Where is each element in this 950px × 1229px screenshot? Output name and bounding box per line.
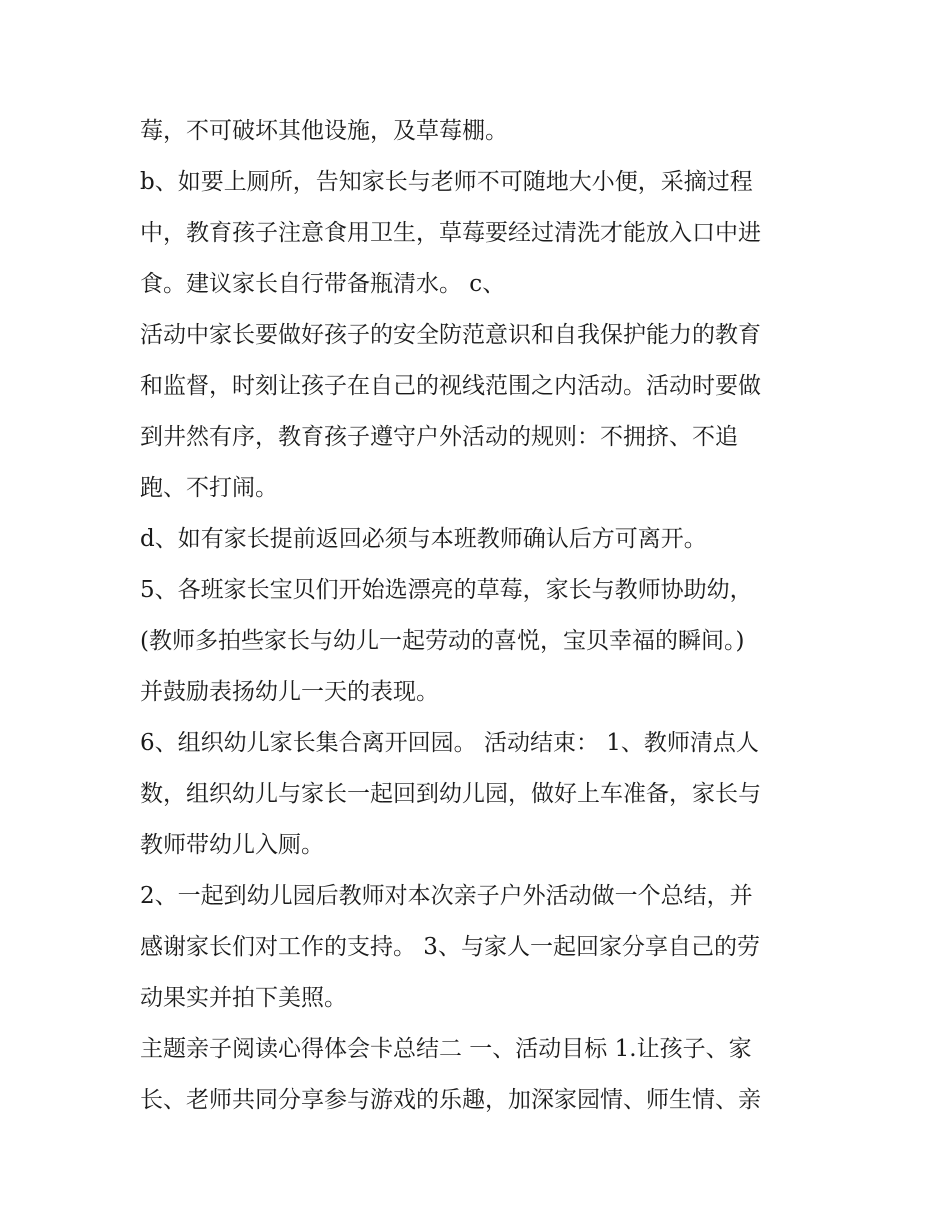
text-line-18: 动果实并拍下美照。 <box>140 985 347 1011</box>
text-line-2: b、如要上厕所，告知家长与老师不可随地大小便，采摘过程 <box>140 169 753 195</box>
text-line-3: 中，教育孩子注意食用卫生，草莓要经过清洗才能放入口中进 <box>140 220 761 246</box>
text-line-7: 到井然有序，教育孩子遵守户外活动的规则：不拥挤、不追 <box>140 424 738 450</box>
text-line-6: 和监督，时刻让孩子在自己的视线范围之内活动。活动时要做 <box>140 373 761 399</box>
text-line-1: 莓，不可破坏其他设施，及草莓棚。 <box>140 118 508 144</box>
text-line-15: 教师带幼儿入厕。 <box>140 832 324 858</box>
text-line-20: 长、老师共同分享参与游戏的乐趣，加深家园情、师生情、亲 <box>140 1087 761 1113</box>
text-line-5: 活动中家长要做好孩子的安全防范意识和自我保护能力的教育 <box>140 322 761 348</box>
text-line-9: d、如有家长提前返回必须与本班教师确认后方可离开。 <box>140 526 707 552</box>
text-line-19: 主题亲子阅读心得体会卡总结二 一、活动目标 1.让孩子、家 <box>140 1036 752 1062</box>
text-line-14: 数，组织幼儿与家长一起回到幼儿园，做好上车准备，家长与 <box>140 781 761 807</box>
text-line-16: 2、一起到幼儿园后教师对本次亲子户外活动做一个总结，并 <box>140 883 753 909</box>
text-line-13: 6、组织幼儿家长集合离开回园。 活动结束： 1、教师清点人 <box>140 730 759 756</box>
text-line-8: 跑、不打闹。 <box>140 475 278 501</box>
text-line-11: (教师多拍些家长与幼儿一起劳动的喜悦，宝贝幸福的瞬间。) <box>140 628 745 654</box>
text-line-10: 5、各班家长宝贝们开始选漂亮的草莓，家长与教师协助幼， <box>140 577 753 603</box>
document-body <box>140 106 830 1126</box>
text-line-12: 并鼓励表扬幼儿一天的表现。 <box>140 679 439 705</box>
text-line-17: 感谢家长们对工作的支持。 3、与家人一起回家分享自己的劳 <box>140 934 760 960</box>
text-line-4: 食。建议家长自行带备瓶清水。 c、 <box>140 271 506 297</box>
